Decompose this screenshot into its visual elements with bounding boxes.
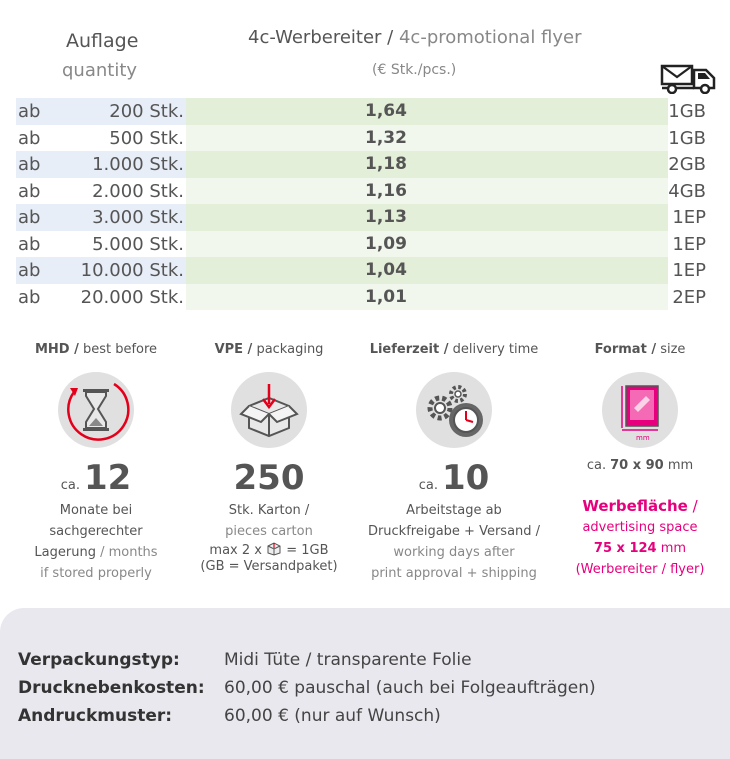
row-price: 1,13	[365, 207, 407, 227]
packaging-line: pieces carton	[225, 524, 313, 539]
table-row	[16, 151, 720, 178]
row-shipping: 2GB	[668, 154, 706, 175]
quantity-label-en: quantity	[62, 60, 138, 81]
footer-value: 60,00 € (nur auf Wunsch)	[224, 706, 441, 726]
row-price: 1,18	[365, 154, 407, 174]
table-row	[16, 98, 720, 125]
best-before-heading: MHD / best before	[34, 342, 158, 357]
title-separator: /	[381, 27, 399, 48]
row-price: 1,09	[365, 233, 407, 254]
footer-value: Midi Tüte / transparente Folie	[224, 650, 472, 670]
row-shipping: 2EP	[672, 286, 706, 308]
table-row	[16, 231, 720, 258]
row-quantity: 10.000 Stk.	[80, 260, 184, 281]
footer-row	[18, 678, 596, 698]
advertising-size: 75 x 124 mm	[593, 541, 687, 556]
row-shipping: 1EP	[672, 207, 706, 228]
svg-text:mm: mm	[636, 434, 650, 442]
table-row	[16, 257, 720, 284]
best-before-line: Lagerung / months	[34, 545, 158, 560]
truck-mail-icon	[660, 60, 718, 94]
delivery-line: working days after	[393, 545, 515, 560]
footer-row	[18, 706, 441, 726]
format-flyer-icon	[602, 372, 678, 448]
row-price: 1,16	[365, 180, 407, 201]
row-prefix: ab	[18, 260, 41, 281]
price-table	[16, 98, 720, 310]
packaging-line: Stk. Karton /	[228, 503, 310, 518]
packaging-line: max 2 x = 1GB	[209, 543, 329, 558]
row-prefix: ab	[18, 286, 41, 308]
delivery-heading: Lieferzeit / delivery time	[369, 342, 539, 357]
table-row	[16, 204, 720, 231]
box-icon	[231, 372, 307, 448]
delivery-line: print approval + shipping	[371, 566, 537, 581]
packaging-heading: VPE / packaging	[214, 342, 324, 357]
row-shipping: 1EP	[672, 233, 706, 255]
delivery-line: Arbeitstage ab	[406, 503, 502, 518]
row-price: 1,04	[365, 260, 407, 280]
info-format	[552, 342, 728, 577]
footer-key: Verpackungstyp:	[18, 650, 180, 670]
footer-key: Andruckmuster:	[18, 706, 173, 726]
row-shipping: 1GB	[668, 101, 706, 122]
info-best-before	[8, 342, 184, 581]
row-quantity: 5.000 Stk.	[92, 233, 184, 255]
row-quantity: 1.000 Stk.	[92, 154, 184, 175]
best-before-months: 12	[83, 458, 132, 498]
format-heading: Format / size	[594, 342, 686, 357]
footer-key: Drucknebenkosten:	[18, 678, 205, 698]
row-price: 1,01	[365, 286, 407, 307]
row-price: 1,32	[365, 127, 407, 148]
info-delivery-time	[366, 342, 542, 581]
row-quantity: 20.000 Stk.	[80, 286, 184, 308]
row-prefix: ab	[18, 207, 41, 228]
advertising-heading: Werbefläche /	[582, 497, 698, 515]
packaging-line: (GB = Versandpaket)	[200, 559, 338, 574]
best-before-line: Monate bei	[59, 503, 133, 518]
package-small-icon	[266, 542, 282, 556]
packaging-count: 250	[233, 458, 305, 498]
advertising-line: (Werbereiter / flyer)	[575, 562, 705, 577]
gears-clock-icon	[416, 372, 492, 448]
product-title	[248, 27, 582, 48]
footer-row	[18, 650, 472, 670]
delivery-days: 10	[441, 458, 490, 498]
table-row	[16, 178, 720, 205]
product-title-de: 4c-Werbereiter	[248, 27, 382, 48]
format-size: 70 x 90	[610, 458, 664, 473]
format-unit: mm	[667, 458, 694, 473]
row-prefix: ab	[18, 180, 41, 202]
best-before-line: if stored properly	[40, 566, 152, 581]
row-prefix: ab	[18, 154, 41, 175]
info-packaging	[181, 342, 357, 574]
row-quantity: 3.000 Stk.	[92, 207, 184, 228]
row-quantity: 500 Stk.	[109, 127, 184, 149]
footer-value: 60,00 € pauschal (auch bei Folgeaufträgen)	[224, 678, 596, 698]
row-price: 1,64	[365, 101, 407, 121]
hourglass-icon	[58, 372, 134, 448]
approx-label: ca.	[586, 458, 607, 473]
row-quantity: 2.000 Stk.	[92, 180, 184, 202]
approx-label: ca.	[418, 478, 438, 493]
row-prefix: ab	[18, 233, 41, 255]
approx-label: ca.	[60, 478, 80, 493]
row-shipping: 1EP	[672, 260, 706, 281]
price-unit: (€ Stk./pcs.)	[372, 62, 457, 78]
product-title-en: 4c-promotional flyer	[398, 27, 582, 48]
advertising-line: advertising space	[582, 520, 698, 535]
footer-panel	[0, 608, 730, 759]
row-shipping: 4GB	[668, 180, 706, 202]
table-row	[16, 125, 720, 152]
best-before-line: sachgerechter	[49, 524, 143, 539]
quantity-label-de: Auflage	[66, 30, 139, 52]
row-prefix: ab	[18, 101, 41, 122]
delivery-line: Druckfreigabe + Versand /	[367, 524, 541, 539]
row-prefix: ab	[18, 127, 41, 149]
row-quantity: 200 Stk.	[109, 101, 184, 122]
row-shipping: 1GB	[668, 127, 706, 149]
table-header	[0, 0, 730, 98]
table-row	[16, 284, 720, 311]
